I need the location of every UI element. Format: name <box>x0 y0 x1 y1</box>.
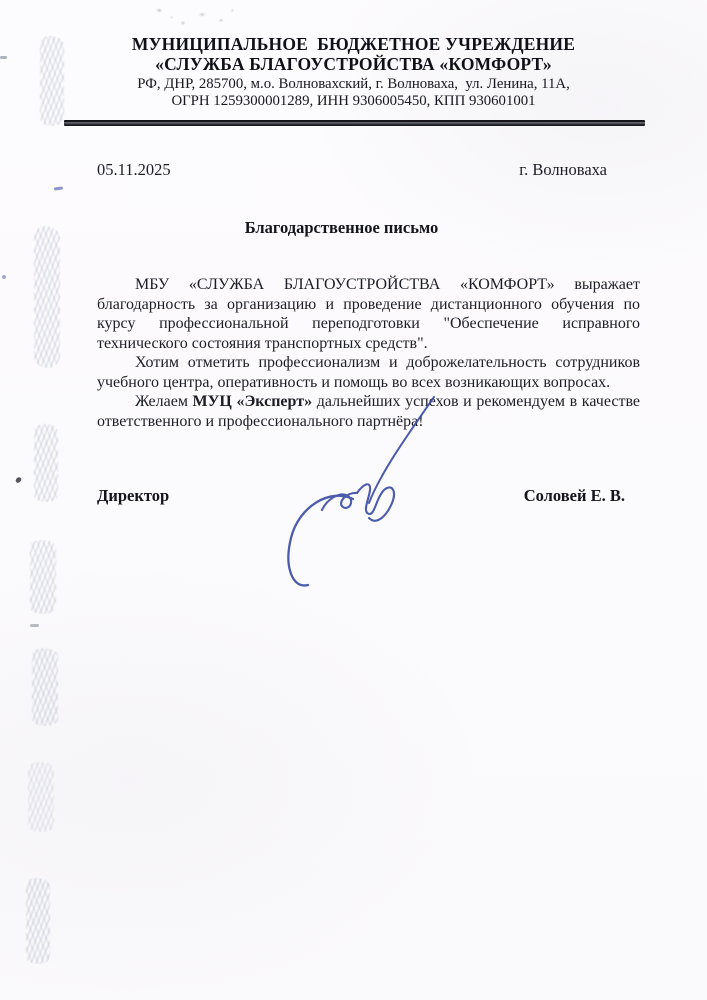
scan-artifact <box>54 186 63 190</box>
scan-artifact <box>145 2 240 30</box>
letter-title: Благодарственное письмо <box>244 218 439 237</box>
paragraph3-text: Желаем <box>135 393 193 410</box>
paragraph3-bold-org-name: МУЦ «Эксперт» <box>192 393 313 410</box>
scan-artifact <box>26 878 50 964</box>
org-address: РФ, ДНР, 285700, м.о. Волновахский, г. Волноваха, ул. Ленина, 11А, <box>137 76 570 92</box>
letter-date: 05.11.2025 <box>97 160 171 179</box>
body-paragraph-2: Хотим отметить профессионализм и доброжелательность сотрудников учебного центра, оперативность и помощь во всех возникающих вопросах. <box>97 354 640 391</box>
letterhead <box>0 35 707 109</box>
letter-city: г. Волноваха <box>519 160 607 179</box>
body-paragraph-1: МБУ «СЛУЖБА БЛАГОУСТРОЙСТВА «КОМФОРТ» выражает благодарность за организацию и проведение дистанционного обучения по курсу профессиональной переподготовки "Обеспечение исправного технического состояния транспортных средств". <box>97 276 640 352</box>
letter-body <box>97 275 640 431</box>
date-city-row <box>97 160 640 180</box>
body-paragraph-3 <box>97 392 640 431</box>
signature-block <box>97 486 640 506</box>
signatory-position: Директор <box>97 486 170 505</box>
scan-artifact <box>32 648 58 726</box>
scan-artifact <box>30 540 56 614</box>
scan-artifact <box>2 275 6 279</box>
scan-artifact <box>34 226 60 368</box>
paragraph3-text: дальнейших успехов и рекомендуем в качестве ответственного и профессионального партнёра! <box>97 393 641 430</box>
scan-artifact <box>28 762 54 832</box>
letterhead-divider <box>64 120 645 126</box>
signatory-name: Соловей Е. В. <box>523 486 625 505</box>
org-name-line2: «СЛУЖБА БЛАГОУСТРОЙСТВА «КОМФОРТ» <box>155 53 552 74</box>
org-name-line1: МУНИЦИПАЛЬНОЕ БЮДЖЕТНОЕ УЧРЕЖДЕНИЕ <box>131 34 576 54</box>
scan-artifact <box>34 424 58 502</box>
scan-artifact <box>15 476 22 484</box>
scan-artifact <box>30 624 39 627</box>
org-registration: ОГРН 1259300001289, ИНН 9306005450, КПП 930601001 <box>171 92 536 109</box>
